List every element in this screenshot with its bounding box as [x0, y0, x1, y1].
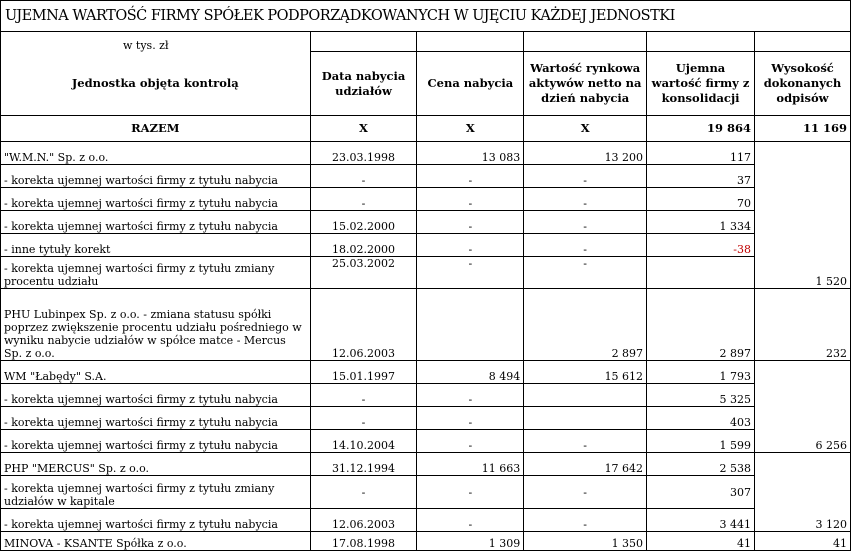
- row-goodwill: 1 334: [647, 211, 755, 234]
- row-market: -: [524, 476, 647, 509]
- row-price: 1 309: [417, 532, 524, 551]
- row-market: -: [524, 257, 647, 289]
- row-goodwill: 37: [647, 165, 755, 188]
- table-title: UJEMNA WARTOŚĆ FIRMY SPÓŁEK PODPORZĄDKOWANYCH W UJĘCIU KAŻDEJ JEDNOSTKI: [1, 1, 851, 32]
- row-date: 15.01.1997: [310, 361, 417, 384]
- header-price: Cena nabycia: [417, 52, 524, 116]
- row-goodwill: -38: [647, 234, 755, 257]
- row-goodwill: [647, 257, 755, 289]
- writeoff-group: 3 120: [754, 453, 850, 532]
- row-date: 23.03.1998: [310, 142, 417, 165]
- row-price: -: [417, 165, 524, 188]
- writeoff-group: 6 256: [754, 361, 850, 453]
- row-price: -: [417, 257, 524, 289]
- row-goodwill: 403: [647, 407, 755, 430]
- row-market: [524, 407, 647, 430]
- row-market: 17 642: [524, 453, 647, 476]
- row-goodwill: 117: [647, 142, 755, 165]
- row-goodwill: 5 325: [647, 384, 755, 407]
- row-entity: - korekta ujemnej wartości firmy z tytułu nabycia: [1, 165, 311, 188]
- row-goodwill: 2 538: [647, 453, 755, 476]
- row-market: -: [524, 188, 647, 211]
- row-entity: PHP "MERCUS" Sp. z o.o.: [1, 453, 311, 476]
- header-date: Data nabycia udziałów: [310, 52, 417, 116]
- row-price: -: [417, 509, 524, 532]
- row-date: -: [310, 165, 417, 188]
- row-date: 25.03.2002: [310, 257, 417, 289]
- row-entity: MINOVA - KSANTE Spółka z o.o.: [1, 532, 311, 551]
- row-entity: - korekta ujemnej wartości firmy z tytułu zmiany procentu udziału: [1, 257, 311, 289]
- row-date: 12.06.2003: [310, 509, 417, 532]
- row-entity: - korekta ujemnej wartości firmy z tytułu nabycia: [1, 407, 311, 430]
- header-writeoffs: Wysokość dokonanych odpisów: [754, 52, 850, 116]
- total-date: X: [310, 116, 417, 142]
- row-goodwill: 1 599: [647, 430, 755, 453]
- row-date: -: [310, 476, 417, 509]
- row-price: -: [417, 211, 524, 234]
- header-market: Wartość rynkowa aktywów netto na dzień nabycia: [524, 52, 647, 116]
- row-date: 12.06.2003: [310, 289, 417, 361]
- row-date: 17.08.1998: [310, 532, 417, 551]
- total-label: RAZEM: [1, 116, 311, 142]
- row-market: 2 897: [524, 289, 647, 361]
- total-goodwill: 19 864: [647, 116, 755, 142]
- row-date: 31.12.1994: [310, 453, 417, 476]
- total-market: X: [524, 116, 647, 142]
- total-writeoffs: 11 169: [754, 116, 850, 142]
- row-entity: - korekta ujemnej wartości firmy z tytułu nabycia: [1, 188, 311, 211]
- row-price: 8 494: [417, 361, 524, 384]
- row-market: -: [524, 234, 647, 257]
- row-price: -: [417, 384, 524, 407]
- row-market: -: [524, 211, 647, 234]
- row-date: -: [310, 407, 417, 430]
- row-market: 1 350: [524, 532, 647, 551]
- row-price: -: [417, 476, 524, 509]
- row-entity: - korekta ujemnej wartości firmy z tytułu nabycia: [1, 211, 311, 234]
- row-entity: - korekta ujemnej wartości firmy z tytułu nabycia: [1, 384, 311, 407]
- row-market: [524, 384, 647, 407]
- row-goodwill: 1 793: [647, 361, 755, 384]
- row-entity: PHU Lubinpex Sp. z o.o. - zmiana statusu spółki poprzez zwiększenie procentu udziału pośredniego w wyniku nabycie udziałów w spółce matce - Mercus Sp. z o.o.: [1, 289, 311, 361]
- row-date: -: [310, 188, 417, 211]
- row-market: -: [524, 509, 647, 532]
- writeoff-group: 41: [754, 532, 850, 551]
- row-date: 14.10.2004: [310, 430, 417, 453]
- row-price: -: [417, 234, 524, 257]
- row-goodwill: 70: [647, 188, 755, 211]
- writeoff-group: 232: [754, 289, 850, 361]
- row-goodwill: 3 441: [647, 509, 755, 532]
- row-entity: - korekta ujemnej wartości firmy z tytułu nabycia: [1, 509, 311, 532]
- row-entity: - korekta ujemnej wartości firmy z tytułu zmiany udziałów w kapitale: [1, 476, 311, 509]
- row-goodwill: 2 897: [647, 289, 755, 361]
- row-entity: - inne tytuły korekt: [1, 234, 311, 257]
- row-goodwill: 307: [647, 476, 755, 509]
- header-entity: Jednostka objęta kontrolą: [1, 52, 311, 116]
- row-date: 18.02.2000: [310, 234, 417, 257]
- writeoff-group: 1 520: [754, 142, 850, 289]
- row-market: 15 612: [524, 361, 647, 384]
- unit-label: w tys. zł: [1, 32, 311, 52]
- row-price: 13 083: [417, 142, 524, 165]
- row-price: 11 663: [417, 453, 524, 476]
- total-price: X: [417, 116, 524, 142]
- row-date: 15.02.2000: [310, 211, 417, 234]
- row-market: 13 200: [524, 142, 647, 165]
- row-entity: "W.M.N." Sp. z o.o.: [1, 142, 311, 165]
- row-price: -: [417, 430, 524, 453]
- row-entity: WM "Łabędy" S.A.: [1, 361, 311, 384]
- row-price: -: [417, 188, 524, 211]
- row-goodwill: 41: [647, 532, 755, 551]
- header-goodwill: Ujemna wartość firmy z konsolidacji: [647, 52, 755, 116]
- row-entity: - korekta ujemnej wartości firmy z tytułu nabycia: [1, 430, 311, 453]
- row-price: [417, 289, 524, 361]
- row-price: -: [417, 407, 524, 430]
- row-market: -: [524, 430, 647, 453]
- row-market: -: [524, 165, 647, 188]
- row-date: -: [310, 384, 417, 407]
